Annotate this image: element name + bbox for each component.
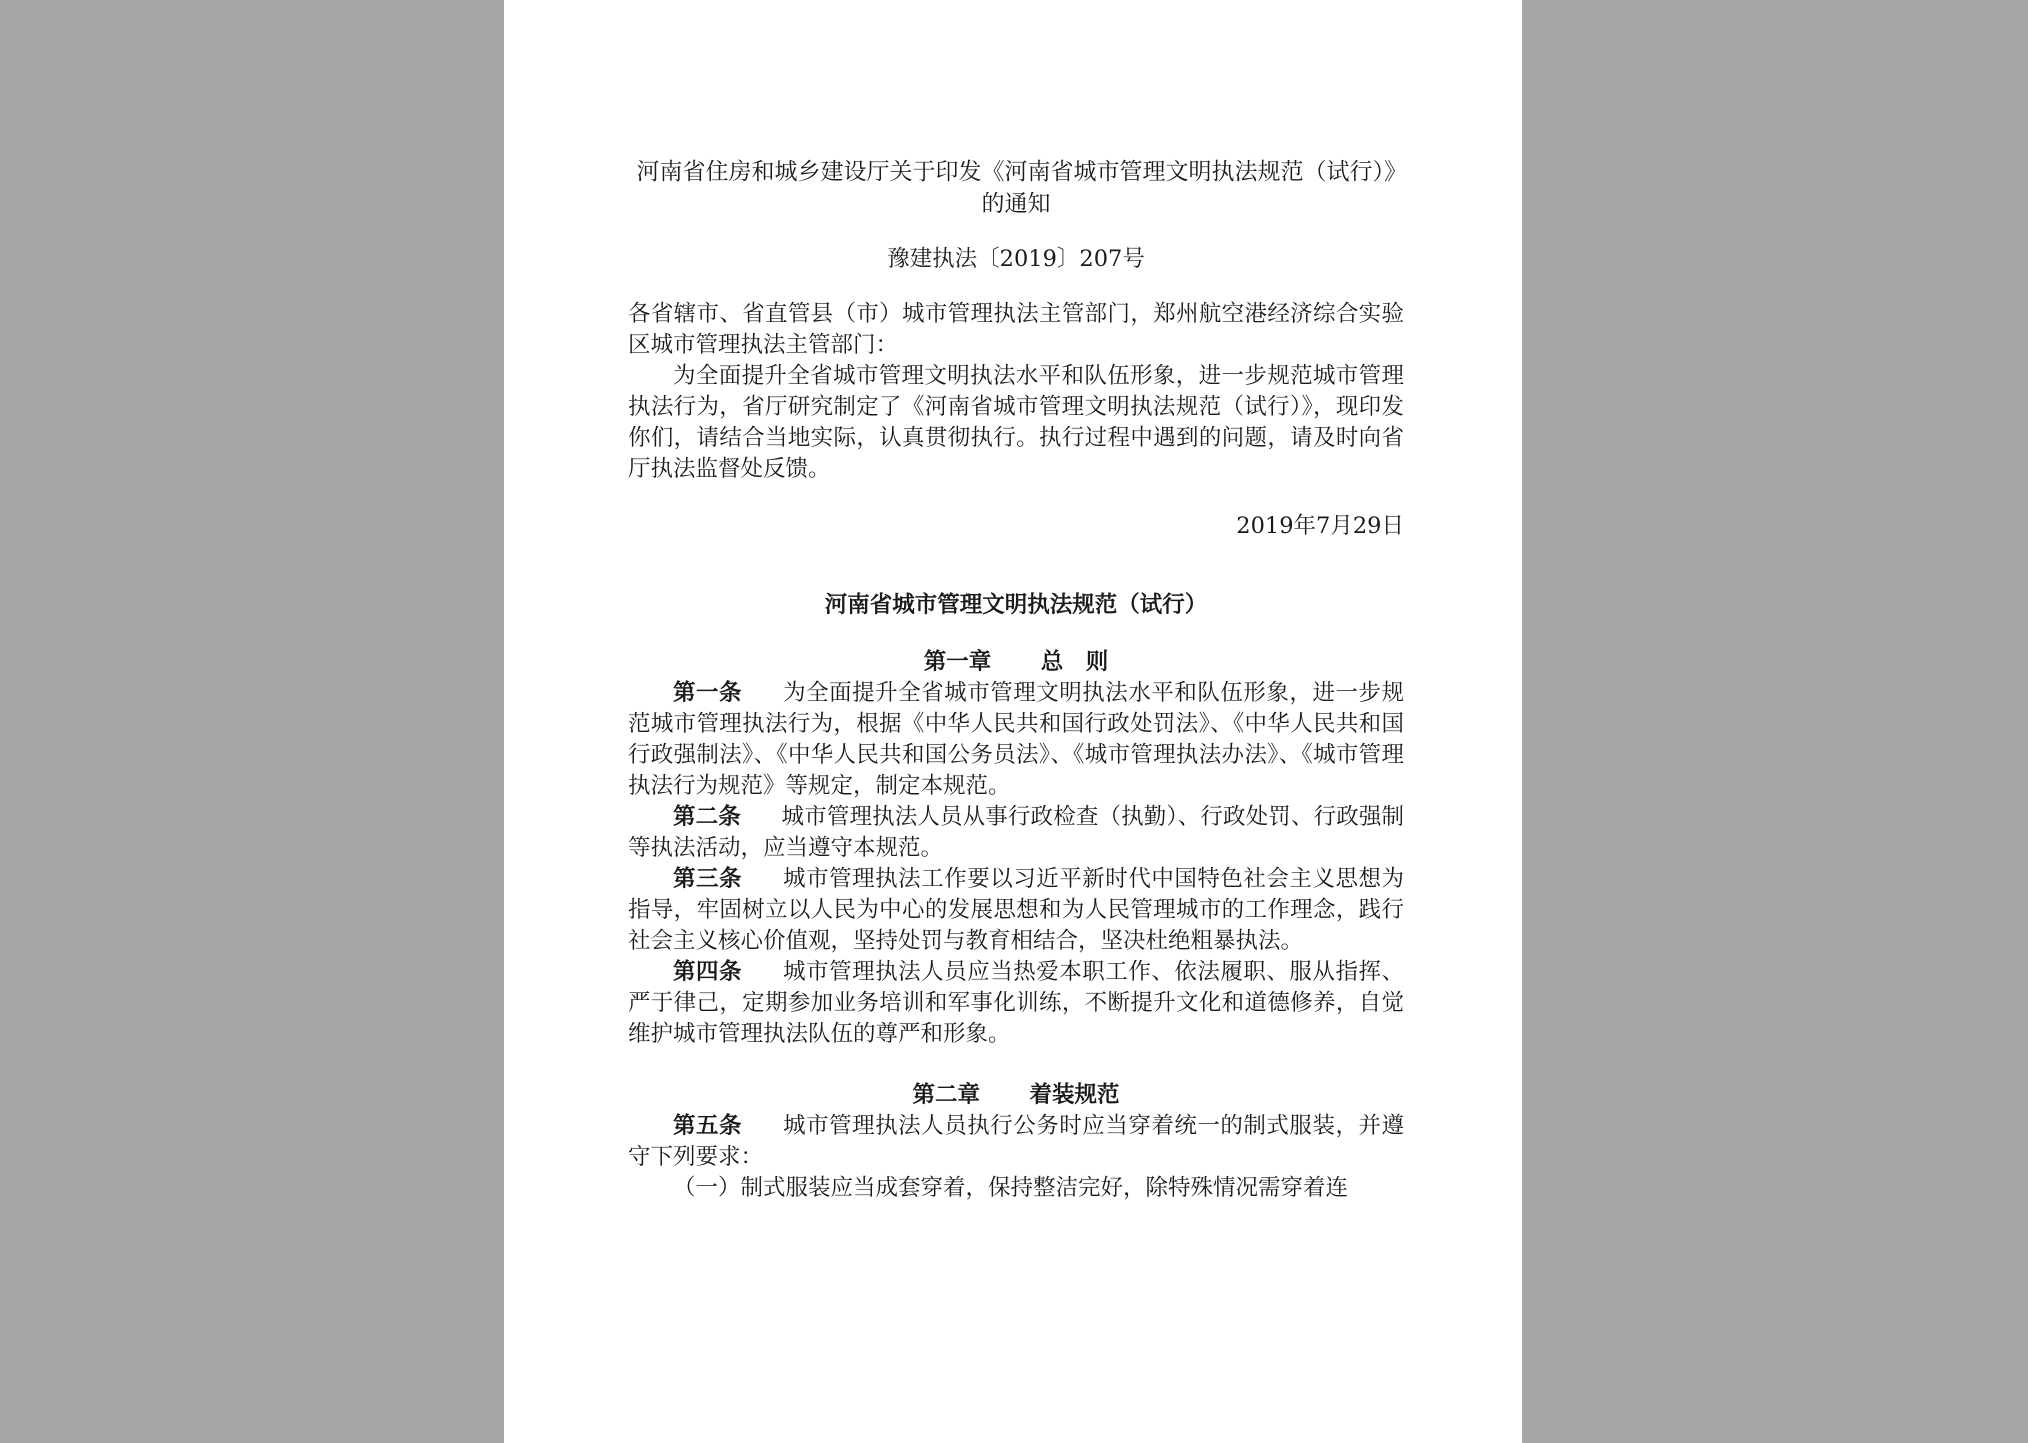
article-item: （一）制式服装应当成套穿着，保持整洁完好，除特殊情况需穿着连	[673, 1175, 1349, 1201]
chapter-heading-1	[628, 647, 1404, 678]
article	[628, 678, 1404, 802]
article-text: 城市管理执法人员从事行政检查（执勤）、行政处罚、行政强制等执法活动，应当遵守本规范。	[628, 804, 1404, 861]
article-number: 第五条	[673, 1113, 743, 1139]
document-number: 豫建执法〔2019〕207号	[887, 246, 1145, 272]
chapter-name: 着装规范	[1029, 1082, 1120, 1108]
article	[628, 864, 1404, 957]
chapter-number: 第二章	[912, 1082, 980, 1108]
article-number: 第二条	[673, 804, 741, 830]
article	[628, 957, 1404, 1050]
page-content	[628, 156, 1404, 1204]
regulation-title: 河南省城市管理文明执法规范（试行）	[824, 592, 1208, 618]
notice-recipients: 各省辖市、省直管县（市）城市管理执法主管部门，郑州航空港经济综合实验区城市管理执法主管部门：	[628, 301, 1404, 358]
article-text: 为全面提升全省城市管理文明执法水平和队伍形象，进一步规范城市管理执法行为，根据《中华人民共和国行政处罚法》、《中华人民共和国行政强制法》、《中华人民共和国公务员法》、《城市管理执法办法》、《城市管理执法行为规范》等规定，制定本规范。	[628, 680, 1404, 799]
article-text: 城市管理执法工作要以习近平新时代中国特色社会主义思想为指导，牢固树立以人民为中心的发展思想和为人民管理城市的工作理念，践行社会主义核心价值观，坚持处罚与教育相结合，坚决杜绝粗暴执法。	[628, 866, 1404, 954]
article-text: 城市管理执法人员应当热爱本职工作、依法履职、服从指挥、严于律己，定期参加业务培训和军事化训练，不断提升文化和道德修养，自觉维护城市管理执法队伍的尊严和形象。	[628, 959, 1404, 1047]
notice-date: 2019年7月29日	[1236, 513, 1404, 539]
article-number: 第四条	[673, 959, 743, 985]
chapter-name: 总 则	[1040, 649, 1109, 675]
notice-body: 为全面提升全省城市管理文明执法水平和队伍形象，进一步规范城市管理执法行为，省厅研究制定了《河南省城市管理文明执法规范（试行）》，现印发你们，请结合当地实际，认真贯彻执行。执行过程中遇到的问题，请及时向省厅执法监督处反馈。	[628, 363, 1404, 482]
chapter-heading-2	[628, 1080, 1404, 1111]
article	[628, 1111, 1404, 1173]
document-page	[504, 0, 1522, 1443]
article-number: 第一条	[673, 680, 743, 706]
article-number: 第三条	[673, 866, 743, 892]
article	[628, 802, 1404, 864]
chapter-number: 第一章	[923, 649, 992, 675]
notice-title: 河南省住房和城乡建设厅关于印发《河南省城市管理文明执法规范（试行）》的通知	[636, 159, 1396, 217]
article-text: 城市管理执法人员执行公务时应当穿着统一的制式服装，并遵守下列要求：	[628, 1113, 1404, 1170]
